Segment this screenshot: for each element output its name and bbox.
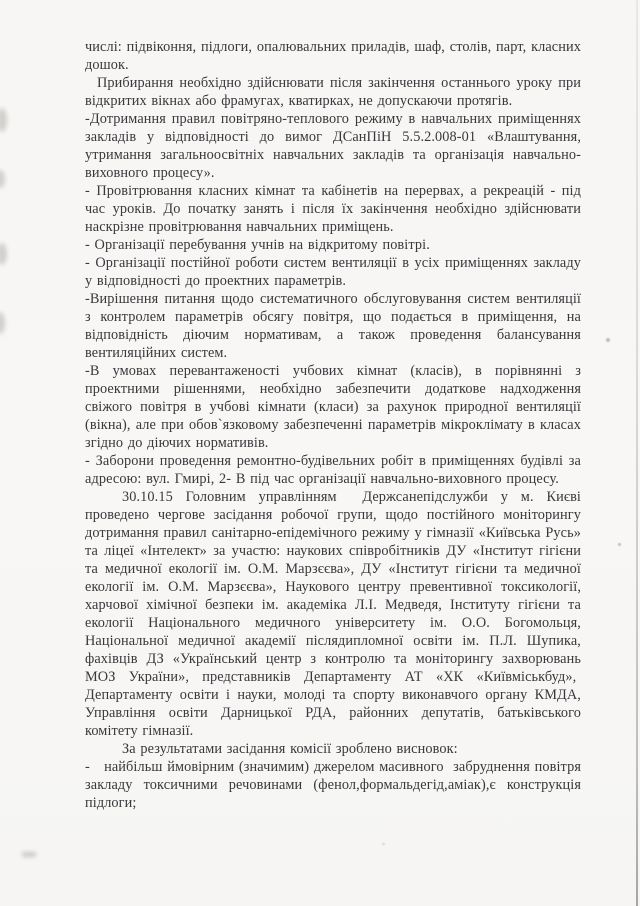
body-paragraph: - Організації постійної роботи систем вентиляції в усіх приміщеннях закладу у відповідності до проектних параметрів. (85, 255, 581, 289)
scan-smudge-artifact (0, 108, 7, 132)
scan-smudge-artifact (0, 243, 7, 265)
scan-smudge-artifact (0, 312, 5, 334)
scan-speck-artifact (618, 543, 621, 546)
document-body (85, 38, 581, 812)
body-paragraph: -В умовах перевантаженості учбових кімнат (класів), в порівнянні з проектними рішеннями, необхідно забезпечити додаткове надходження свіжого повітря в учбові кімнати (класи) за рахунок природної вентиляції (вікна), але при обов`язковому забезпеченні параметрів мікроклімату в класах згідно до діючих нормативів. (85, 363, 581, 451)
scan-smudge-artifact (0, 170, 5, 188)
body-paragraph: -Вирішення питання щодо систематичного обслуговування систем вентиляції з контролем параметрів обсягу повітря, що подається в приміщення, на відповідність діючим нормативам, а також проведення балансування вентиляційних систем. (85, 291, 581, 361)
body-paragraph: - Організації перебування учнів на відкритому повітрі. (85, 237, 430, 253)
scan-speck-artifact (382, 843, 385, 845)
body-paragraph: числі: підвіконня, підлоги, опалювальних приладів, шаф, столів, парт, класних дошок. (85, 39, 581, 73)
scan-speck-artifact (606, 338, 610, 342)
body-paragraph: Прибирання необхідно здійснювати після закінчення останнього уроку при відкритих вікнах або фрамугах, кватирках, не допускаючи протягів. (85, 75, 581, 109)
scan-smudge-artifact (22, 852, 36, 857)
scan-edge-artifact (636, 0, 638, 906)
body-paragraph: - Провітрювання класних кімнат та кабінетів на перервах, а рекреацій - під час уроків. До початку занять і після їх закінчення необхідно здійснювати наскрізне провітрювання навчальних приміщень. (85, 183, 581, 235)
body-paragraph: - найбільш ймовірним (значимим) джерелом масивного забруднення повітря закладу токсичними речовинами (фенол,формальдегід,аміак),є конструкція підлоги; (85, 759, 581, 811)
body-paragraph: 30.10.15 Головним управлінням Держсанепідслужби у м. Києві проведено чергове засідання робочої групи, щодо постійного моніторингу дотримання правил санітарно-епідемічного режиму у гімназії «Київська Русь» та ліцеї «Інтелект» за участю: наукових співробітників ДУ «Інститут гігієни та медичної екології ім. О.М. Марзєєва», ДУ «Інститут гігієни та медичної екології ім. О.М. Марзєєва», Наукового центру превентивної токсикології, харчової хімічної безпеки ім. академіка Л.І. Медведя, Інституту гігієни та екології Національного медичного університету ім. О.О. Богомольця, Національної медичної академії післядипломної освіти ім. П.Л. Шупика, фахівців ДЗ «Український центр з контролю та моніторингу захворювань МОЗ України», представників Департаменту АТ «ХК «Київміськбуд», Департаменту освіти і науки, молоді та спорту виконавчого органу КМДА, Управління освіти Дарницької РДА, районних депутатів, батьківського комітету гімназії. (85, 489, 581, 739)
body-paragraph: За результатами засідання комісії зроблено висновок: (122, 741, 458, 757)
body-paragraph: - Заборони проведення ремонтно-будівельних робіт в приміщеннях будівлі за адресою: вул. Гмирі, 2- В під час організації навчально-виховного процесу. (85, 453, 581, 487)
body-paragraph: -Дотримання правил повітряно-теплового режиму в навчальних приміщеннях закладів у відповідності до вимог ДСанПіН 5.5.2.008-01 «Влаштування, утримання загальноосвітніх навчальних закладів та організація навчально-виховного процесу». (85, 111, 581, 181)
